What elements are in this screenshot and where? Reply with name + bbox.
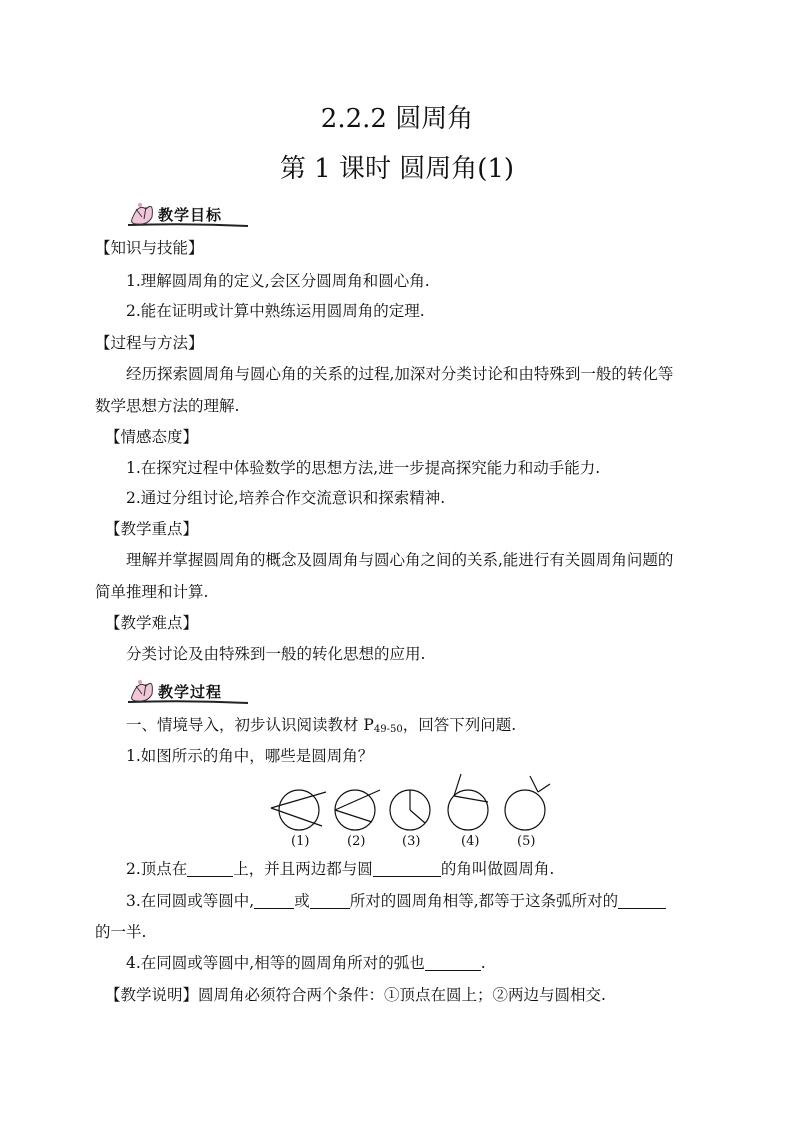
text-segment: 所对的圆周角相等,都等于这条弧所对的: [349, 892, 619, 910]
question-3: [126, 891, 746, 911]
fill-blank: [618, 892, 666, 909]
page-subtitle: 第 1 课时 圆周角(1): [279, 154, 515, 184]
page-title: 2.2.2 圆周角: [320, 104, 474, 134]
figure-label: (1): [291, 834, 310, 849]
circle-2: [335, 790, 375, 830]
text-segment: 上，并且两边都与圆: [233, 860, 373, 878]
text-line: 的一半.: [95, 923, 147, 941]
text-line: 简单推理和计算.: [95, 583, 209, 601]
text-line: 分类讨论及由特殊到一般的转化思想的应用.: [126, 645, 426, 663]
angle-figure: [268, 772, 558, 852]
teaching-note: 【教学说明】圆周角必须符合两个条件：①顶点在圆上；②两边与圆相交.: [105, 986, 606, 1004]
fill-blank: [310, 892, 350, 909]
question-1: 1.如图所示的角中，哪些是圆周角？: [126, 747, 374, 765]
section-banner-goals: [118, 199, 250, 229]
figure-label: (5): [517, 834, 536, 849]
text-line: [126, 715, 746, 740]
text-segment: 3.在同圆或等圆中,: [126, 892, 255, 910]
figure-label: (4): [461, 834, 480, 849]
text-line: 理解并掌握圆周角的概念及圆周角与圆心角之间的关系,能进行有关圆周角问题的: [126, 551, 674, 569]
text-segment: 的角叫做圆周角.: [440, 860, 555, 878]
fill-blank: [425, 954, 481, 971]
question-2: [126, 859, 746, 879]
text-line: 2.能在证明或计算中熟练运用圆周角的定理.: [126, 302, 425, 320]
banner-label: 教学过程: [158, 683, 223, 701]
heading-attitude: 【情感态度】: [105, 428, 199, 446]
text-line: 2.通过分组讨论,培养合作交流意识和探索精神.: [126, 489, 446, 507]
circle-5: [505, 790, 545, 830]
text-line: 1.理解圆周角的定义,会区分圆周角和圆心角.: [126, 272, 430, 290]
figure-label: (2): [347, 834, 366, 849]
figure-label: (3): [402, 834, 421, 849]
fill-blank: [254, 892, 294, 909]
fill-blank: [187, 860, 233, 877]
question-4: [126, 953, 746, 973]
text-segment: 一、情境导入，初步认识阅读教材 P: [126, 716, 374, 734]
text-line: 经历探索圆周角与圆心角的关系的过程,加深对分类讨论和由特殊到一般的转化等: [126, 365, 674, 383]
heading-key-point: 【教学重点】: [105, 520, 199, 538]
text-segment: .: [480, 954, 486, 972]
text-segment: 2.顶点在: [126, 860, 188, 878]
heading-knowledge: 【知识与技能】: [95, 239, 204, 257]
heading-process-method: 【过程与方法】: [95, 334, 204, 352]
text-line: 1.在探究过程中体验数学的思想方法,进一步提高探究能力和动手能力.: [126, 459, 601, 477]
page-range: 49-50: [373, 724, 403, 735]
banner-label: 教学目标: [158, 206, 223, 224]
text-segment: ，回答下列问题.: [402, 716, 517, 734]
circle-angles-diagram: [268, 772, 558, 834]
heading-difficulty: 【教学难点】: [105, 614, 199, 632]
fill-blank: [373, 860, 441, 877]
section-banner-process: [118, 676, 250, 706]
text-segment: 或: [294, 892, 310, 910]
text-segment: 4.在同圆或等圆中,相等的圆周角所对的弧也: [126, 954, 425, 972]
text-line: 数学思想方法的理解.: [95, 397, 240, 415]
